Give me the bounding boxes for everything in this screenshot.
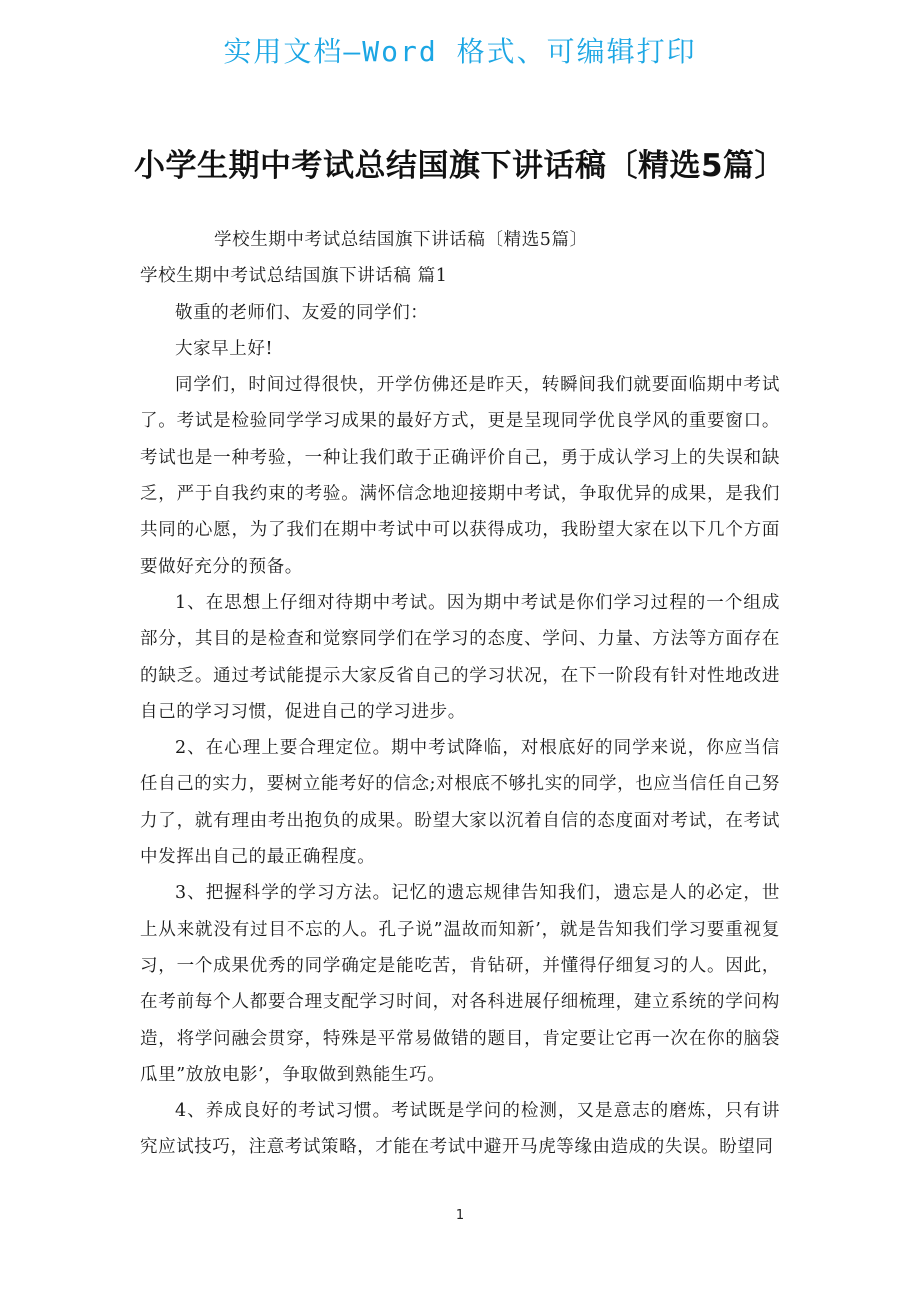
page-number: 1 — [455, 1208, 465, 1223]
paragraph-point-4: 4、养成良好的考试习惯。考试既是学问的检测，又是意志的磨炼，只有讲究应试技巧，注意考试策略，才能在考试中避开马虎等缘由造成的失误。盼望同 — [140, 1101, 780, 1158]
document-body — [140, 222, 780, 1166]
document-subtitle: 学校生期中考试总结国旗下讲话稿〔精选5篇〕 — [214, 230, 588, 250]
paragraph-intro: 同学们，时间过得很快，开学仿佛还是昨天，转瞬间我们就要面临期中考试了。考试是检验同学学习成果的最好方式，更是呈现同学优良学风的重要窗口。考试也是一种考验，一种让我们敢于正确评价自己，勇于成认学习上的失误和缺乏，严于自我约束的考验。满怀信念地迎接期中考试，争取优异的成果，是我们共同的心愿，为了我们在期中考试中可以获得成功，我盼望大家在以下几个方面要做好充分的预备。 — [140, 375, 780, 577]
paragraph-point-3: 3、把握科学的学习方法。记忆的遗忘规律告知我们，遗忘是人的必定，世上从来就没有过目不忘的人。孔子说”温故而知新’，就是告知我们学习要重视复习，一个成果优秀的同学确定是能吃苦，肯钻研，并懂得仔细复习的人。因此，在考前每个人都要合理支配学习时间，对各科进展仔细梳理，建立系统的学问构造，将学问融会贯穿，特殊是平常易做错的题目，肯定要让它再一次在你的脑袋瓜里”放放电影’，争取做到熟能生巧。 — [140, 883, 780, 1085]
paragraph-greeting: 大家早上好! — [175, 338, 274, 359]
section-heading: 学校生期中考试总结国旗下讲话稿 篇1 — [140, 266, 448, 287]
header-banner: 实用文档—Word 格式、可编辑打印 — [223, 35, 697, 68]
paragraph-salutation: 敬重的老师们、友爱的同学们： — [175, 302, 429, 323]
paragraph-point-2: 2、在心理上要合理定位。期中考试降临，对根底好的同学来说，你应当信任自己的实力，要树立能考好的信念;对根底不够扎实的同学，也应当信任自己努力了，就有理由考出抱负的成果。盼望大家以沉着自信的态度面对考试，在考试中发挥出自己的最正确程度。 — [140, 738, 780, 868]
paragraph-point-1: 1、在思想上仔细对待期中考试。因为期中考试是你们学习过程的一个组成部分，其目的是检查和觉察同学们在学习的态度、学问、力量、方法等方面存在的缺乏。通过考试能提示大家反省自己的学习状况，在下一阶段有针对性地改进自己的学习习惯，促进自己的学习进步。 — [140, 592, 780, 722]
document-title: 小学生期中考试总结国旗下讲话稿〔精选5篇〕 — [133, 148, 787, 184]
